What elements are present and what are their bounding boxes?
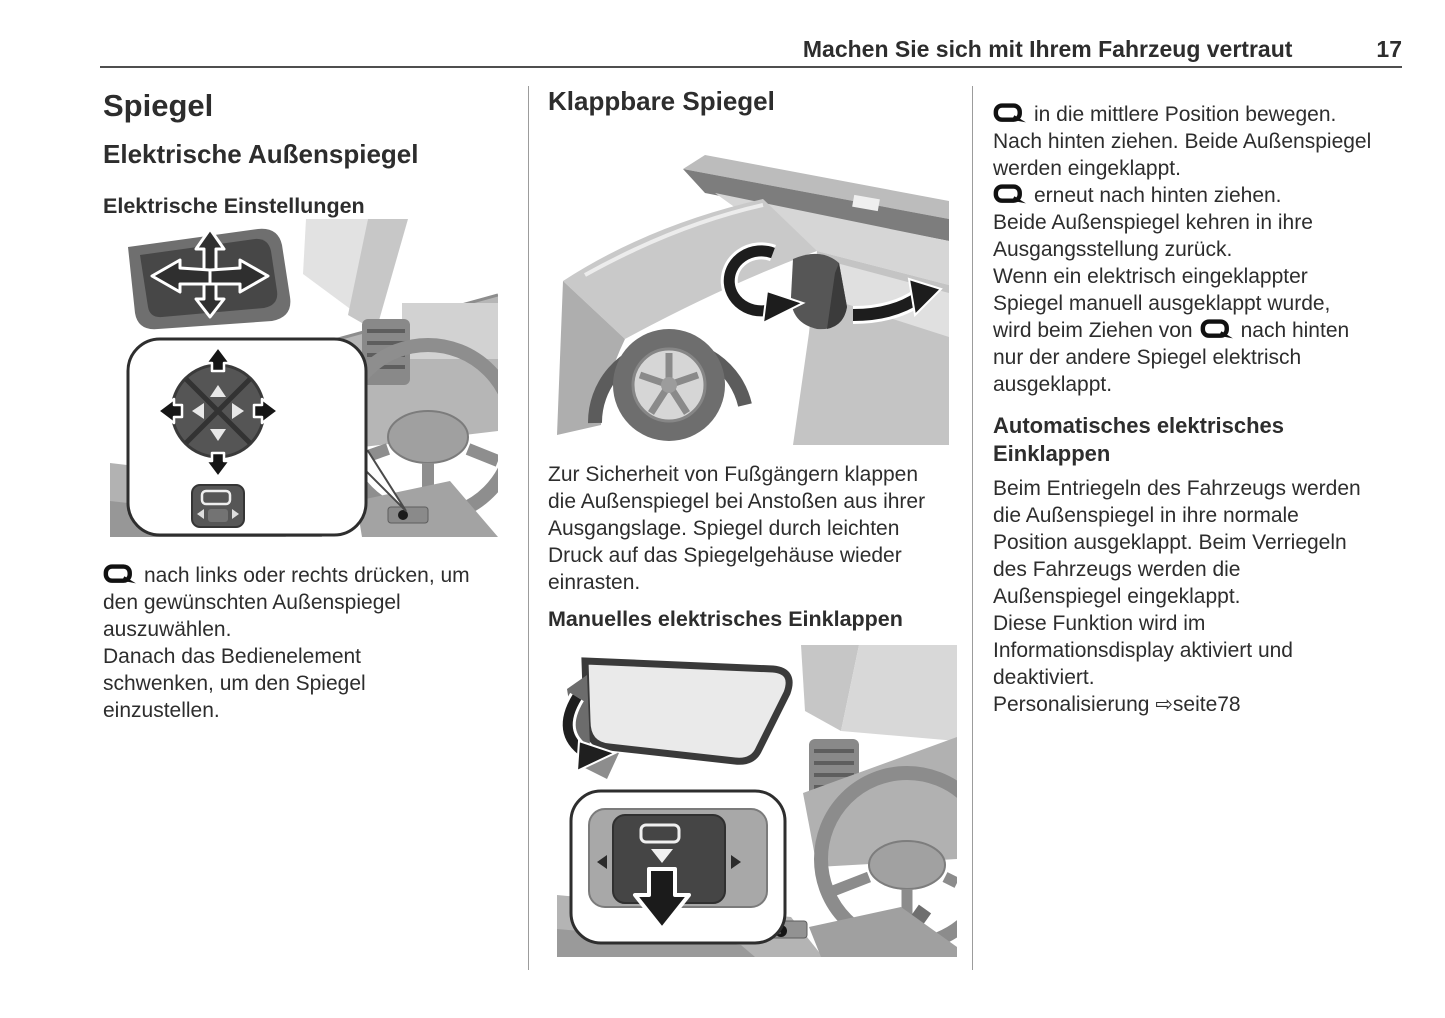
manual-folding-illustration (557, 645, 957, 957)
section-manual-folding (548, 606, 958, 633)
electric-mirror-adjustment-figure (110, 219, 498, 542)
paragraph-select-mirror (103, 562, 471, 643)
subsection-folding-mirrors: Klappbare Spiegel (548, 86, 775, 116)
folding-mirror-illustration (557, 133, 949, 445)
page-reference-link[interactable] (1155, 693, 1240, 716)
mirror-adjust-control-icon (993, 102, 1027, 125)
paragraph-return-position: Beide Außenspiegel kehren in ihre Ausgangsstellung zurück. (993, 211, 1313, 261)
exterior-mirror-glass (567, 661, 789, 779)
paragraph-move-middle (993, 101, 1373, 128)
page-number: 17 (1376, 36, 1402, 62)
section-title: Spiegel (103, 88, 214, 123)
manual-folding-figure (557, 645, 957, 962)
reference-target: seite78 (1172, 693, 1241, 716)
folding-instructions-column (993, 101, 1373, 718)
page-reference-arrow-icon: ⇨ (1155, 692, 1173, 716)
paragraph-personalization (993, 691, 1373, 718)
folded-exterior-mirror (791, 254, 847, 329)
folding-mirror-figure (557, 133, 949, 450)
page-header (100, 36, 1402, 63)
electric-settings-text (103, 562, 471, 724)
car-exterior (557, 155, 949, 445)
paragraph-pedestrian-safety: Zur Sicherheit von Fußgängern klappen die Außenspiegel bei Anstoßen aus ihrer Ausgangslage. Spiegel durch leichten Druck auf das Spiegelgehäuse wieder einrasten. (548, 463, 926, 594)
mirror-selector-switch (192, 485, 244, 527)
paragraph-info-display: Diese Funktion wird im Informationsdisplay aktiviert und deaktiviert. (993, 612, 1293, 689)
paragraph-text: erneut nach hinten ziehen. (1034, 184, 1282, 207)
paragraph-pull-back: Nach hinten ziehen. Beide Außenspiegel werden eingeklappt. (993, 130, 1372, 180)
chapter-title: Machen Sie sich mit Ihrem Fahrzeug vertraut (802, 36, 1293, 62)
subsection-automatic-folding: Automatisches elektrisches Einklappen (993, 413, 1285, 466)
mirror-controls-callout (128, 339, 366, 535)
mirror-adjust-control-icon (1200, 318, 1234, 341)
paragraph-text-after: nach hinten nur der andere Spiegel elektrisch ausgeklappt. (993, 319, 1350, 396)
exterior-mirror-with-arrows (128, 229, 290, 329)
paragraph-text: in die mittlere Position bewegen. (1034, 103, 1337, 126)
folding-mirrors-text (548, 461, 940, 596)
paragraph-pull-again (993, 182, 1373, 209)
header-rule (100, 66, 1402, 68)
paragraph-manual-unfold (993, 263, 1373, 398)
mirror-switch-callout (571, 791, 785, 943)
column-divider-right (972, 86, 973, 970)
column-divider-left (528, 86, 529, 970)
electric-mirror-adjustment-illustration (110, 219, 498, 537)
subsection-electric-mirrors: Elektrische Außenspiegel (103, 139, 419, 169)
section-mirrors (103, 88, 503, 220)
paragraph-text-before: Wenn ein elektrisch eingeklappter Spiegel manuell ausgeklappt wurde, wird beim Ziehen von (993, 265, 1331, 342)
mirror-adjust-control-icon (993, 183, 1027, 206)
reference-label: Personalisierung (993, 693, 1150, 716)
paragraph-unlock-fold: Beim Entriegeln des Fahrzeugs werden die Außenspiegel in ihre normale Position ausgeklappt. Beim Verriegeln des Fahrzeugs werden die Außenspiegel eingeklappt. (993, 477, 1361, 608)
subsection-electric-settings: Elektrische Einstellungen (103, 194, 365, 218)
subsection-manual-folding: Manuelles elektrisches Einklappen (548, 607, 903, 631)
section-folding-mirrors (548, 86, 948, 116)
paragraph-text: nach links oder rechts drücken, um den gewünschten Außenspiegel auszuwählen. (103, 564, 470, 641)
paragraph-adjust-mirror: Danach das Bedienelement schwenken, um den Spiegel einzustellen. (103, 645, 366, 722)
mirror-adjust-control-icon (103, 563, 137, 586)
